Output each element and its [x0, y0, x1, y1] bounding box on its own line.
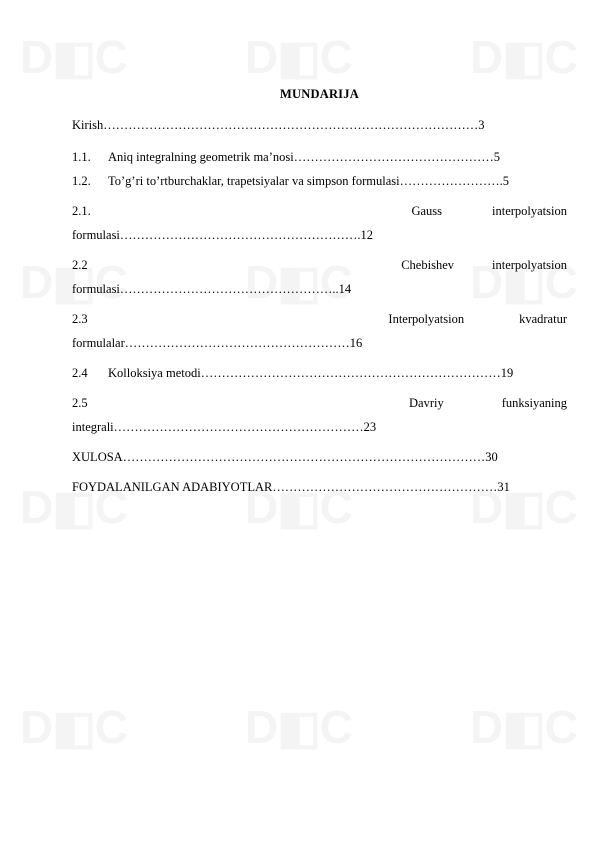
toc-entry-2-5-continued[interactable]: [72, 420, 567, 435]
toc-entry-text: XULOSA: [72, 450, 123, 464]
toc-entry-number: 1.2.: [72, 174, 91, 188]
toc-entry-xulosa[interactable]: [72, 450, 567, 465]
toc-entry-number: 2.1.: [72, 204, 91, 218]
toc-leader-dots: ……………………………………………………………………………: [122, 450, 486, 464]
toc-leader-dots: …………………………………………: [293, 150, 494, 164]
toc-page-number: 14: [338, 282, 352, 296]
toc-entry-word: kvadratur: [519, 312, 567, 326]
toc-entry-word: Gauss: [411, 204, 442, 218]
toc-entry-references[interactable]: [72, 480, 567, 495]
toc-leader-dots: …………………….: [399, 174, 503, 188]
toc-entry-text: integrali: [72, 420, 114, 434]
toc-entry-text: FOYDALANILGAN ADABIYOTLAR: [72, 480, 273, 494]
toc-page-number: 5: [502, 174, 509, 188]
toc-page-number: 30: [485, 450, 498, 464]
toc-entry-2-3[interactable]: [72, 312, 567, 327]
toc-leader-dots: ………………………………………………………………………………: [103, 118, 479, 132]
toc-page-number: 23: [363, 420, 377, 434]
toc-entry-number: 2.5: [72, 396, 88, 410]
toc-entry-kirish[interactable]: [72, 118, 567, 133]
toc-entry-number: 2.3: [72, 312, 88, 326]
toc-entry-number: 2.4: [72, 366, 88, 380]
toc-entry-2-4[interactable]: [72, 366, 567, 381]
toc-page-number: 12: [360, 228, 374, 242]
toc-page-number: 5: [493, 150, 500, 164]
toc-entry-2-5[interactable]: [72, 396, 567, 411]
toc-leader-dots: ………………………………………………: [124, 336, 350, 350]
toc-entry-word: funksiyaning: [501, 396, 567, 410]
toc-leader-dots: ………………………………………………….: [119, 228, 361, 242]
toc-entry-text: formulasi: [72, 282, 120, 296]
toc-leader-dots: ……………………………………………..: [119, 282, 339, 296]
toc-entry-text: Aniq integralning geometrik ma’nosi: [108, 150, 294, 164]
toc-entry-word: Chebishev: [401, 258, 454, 272]
toc-entry-word: Davriy: [409, 396, 444, 410]
toc-entry-text: Kirish: [72, 118, 104, 132]
toc-page-number: 3: [478, 118, 485, 132]
toc-entry-number: 1.1.: [72, 150, 91, 164]
toc-entry-2-2[interactable]: [72, 258, 567, 273]
toc-entry-1-1[interactable]: [72, 150, 567, 165]
toc-entry-2-2-continued[interactable]: [72, 282, 567, 297]
toc-entry-word: interpolyatsion: [492, 258, 567, 272]
toc-entry-word: interpolyatsion: [492, 204, 567, 218]
toc-entry-text: formulalar: [72, 336, 125, 350]
toc-entry-text: To’g’ri to’rtburchaklar, trapetsiyalar va simpson formulasi: [108, 174, 400, 188]
toc-entry-2-1-continued[interactable]: [72, 228, 567, 243]
toc-entry-text: formulasi: [72, 228, 120, 242]
toc-entry-number: 2.2: [72, 258, 88, 272]
toc-leader-dots: ………………………………………………: [272, 480, 498, 494]
toc-page-number: 16: [349, 336, 363, 350]
toc-page-number: 19: [500, 366, 514, 380]
toc-entry-2-1[interactable]: [72, 204, 567, 219]
toc-entry-2-3-continued[interactable]: [72, 336, 567, 351]
toc-entry-text: Kolloksiya metodi: [108, 366, 201, 380]
toc-leader-dots: ………………………………………………………………: [200, 366, 501, 380]
toc-entry-1-2[interactable]: [72, 174, 567, 189]
page-title: MUNDARIJA: [280, 87, 359, 101]
toc-leader-dots: ……………………………………………………: [113, 420, 364, 434]
toc-entry-word: Interpolyatsion: [388, 312, 465, 326]
toc-page-number: 31: [497, 480, 510, 494]
